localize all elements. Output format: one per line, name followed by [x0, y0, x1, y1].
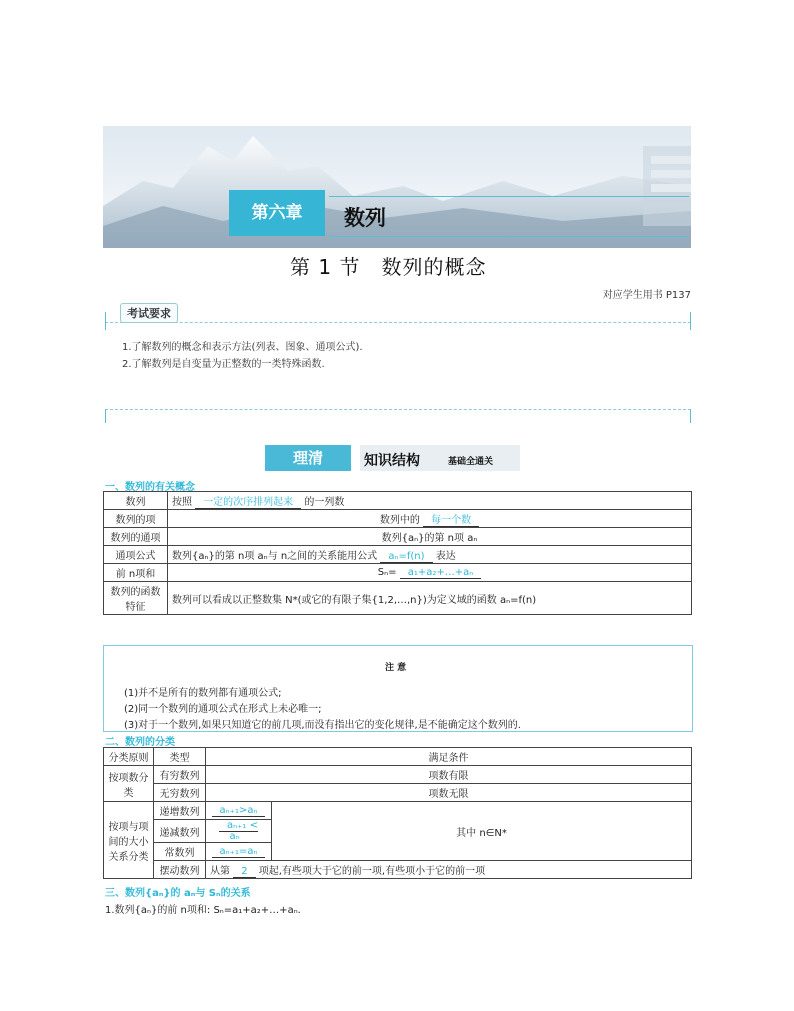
- section3-line: 1.数列{aₙ}的前 n项和: Sₙ=a₁+a₂+…+aₙ.: [105, 905, 301, 916]
- table-row: [104, 492, 692, 510]
- exam-box-corner-left: [105, 312, 106, 330]
- table-row: [104, 546, 692, 564]
- type-cell: 有穷数列: [154, 766, 206, 784]
- condition-cell: [206, 802, 272, 820]
- row-label: 数列的函数特征: [104, 582, 168, 615]
- table-row: [104, 564, 692, 582]
- type-cell: 摆动数列: [154, 861, 206, 879]
- condition-cell: [206, 861, 692, 879]
- row-text: 数列中的: [379, 515, 420, 526]
- row-text: 数列{aₙ}的第 n项 aₙ: [381, 533, 478, 544]
- exam-requirement-item: 2.了解数列是自变量为正整数的一类特殊函数.: [122, 359, 325, 370]
- row-label: 数列的通项: [104, 528, 168, 546]
- row-content: [168, 492, 692, 510]
- row-text: 表达: [435, 551, 456, 562]
- fill-answer: aₙ=f(n): [380, 551, 432, 563]
- row-label: 前 n项和: [104, 564, 168, 582]
- chapter-title: 数列: [344, 206, 386, 230]
- table-row: [104, 861, 692, 879]
- chapter-banner: [103, 126, 691, 248]
- row-label: 通项公式: [104, 546, 168, 564]
- table-row: [104, 766, 692, 784]
- type-cell: 递减数列: [154, 820, 206, 843]
- exam-box-rule: [105, 304, 691, 323]
- page-reference: 对应学生用书 P137: [602, 290, 691, 301]
- knowledge-title: 知识结构: [364, 453, 420, 469]
- condition-cell: 项数有限: [206, 766, 692, 784]
- fill-answer: 每一个数: [423, 515, 479, 527]
- fill-answer: 一定的次序排列起来: [195, 497, 301, 509]
- row-content: [168, 582, 692, 615]
- fill-answer: a₁+a₂+…+aₙ: [400, 567, 482, 579]
- condition-cell: [206, 820, 272, 843]
- exam-requirement-item: 1.了解数列的概念和表示方法(列表、图象、通项公式).: [122, 342, 363, 353]
- exam-requirements-tag: 考试要求: [120, 303, 178, 323]
- chapter-tag: 第六章: [229, 190, 325, 236]
- row-text: 按照: [172, 497, 192, 508]
- fill-answer: 2: [233, 866, 255, 878]
- condition-extra: 其中 n∈N*: [272, 802, 692, 861]
- exam-box-corner-right: [690, 312, 691, 330]
- header-cell: 分类原则: [104, 748, 154, 766]
- exam-box-corner-right-bottom: [690, 409, 691, 423]
- row-content: [168, 546, 692, 564]
- row-text: 项起,有些项大于它的前一项,有些项小于它的前一项: [258, 866, 486, 877]
- row-text: 的一列数: [304, 497, 345, 508]
- condition-cell: 项数无限: [206, 784, 692, 802]
- exam-box-bottom-rule: [105, 409, 691, 424]
- note-title: 注 意: [385, 663, 407, 673]
- section1-heading: 一、数列的有关概念: [105, 482, 195, 493]
- classification-table: [103, 747, 692, 879]
- concepts-table: [103, 491, 692, 615]
- row-label: 数列的项: [104, 510, 168, 528]
- row-content: [168, 564, 692, 582]
- row-text: 从第: [210, 866, 230, 877]
- type-cell: 无穷数列: [154, 784, 206, 802]
- note-line: (3)对于一个数列,如果只知道它的前几项,而没有指出它的变化规律,是不能确定这个数列的.: [124, 720, 521, 731]
- table-row: [104, 582, 692, 615]
- knowledge-tag: 理清: [265, 445, 351, 471]
- note-line: (1)并不是所有的数列都有通项公式;: [124, 688, 282, 699]
- row-content: [168, 528, 692, 546]
- table-row: [104, 802, 692, 820]
- header-cell: 类型: [154, 748, 206, 766]
- header-cell: 满足条件: [206, 748, 692, 766]
- table-row: [104, 510, 692, 528]
- fill-answer: aₙ₊₁ < aₙ: [219, 820, 258, 843]
- group-label: 按项数分类: [104, 766, 154, 802]
- knowledge-subtitle: 基础全通关: [448, 457, 494, 467]
- condition-cell: [206, 843, 272, 861]
- note-line: (2)同一个数列的通项公式在形式上未必唯一;: [124, 704, 322, 715]
- mountain-illustration: [103, 126, 691, 248]
- banner-rule-top: [329, 196, 689, 197]
- row-text: 数列可以看成以正整数集 N*(或它的有限子集{1,2,…,n})为定义域的函数 aₙ=f(n): [172, 594, 537, 606]
- table-row: [104, 748, 692, 766]
- section-title: 第 1 节 数列的概念: [290, 255, 487, 279]
- row-text: Sₙ=: [377, 567, 397, 578]
- table-row: [104, 784, 692, 802]
- group-label: 按项与项间的大小关系分类: [104, 802, 154, 879]
- banner-rule-bottom: [329, 236, 689, 237]
- fill-answer: aₙ₊₁=aₙ: [212, 846, 266, 858]
- fill-answer: aₙ₊₁>aₙ: [212, 805, 266, 817]
- row-text: 数列{aₙ}的第 n项 aₙ与 n之间的关系能用公式: [172, 551, 378, 562]
- row-label: 数列: [104, 492, 168, 510]
- section3-heading: 三、数列{aₙ}的 aₙ与 Sₙ的关系: [105, 888, 251, 899]
- section2-heading: 二、数列的分类: [105, 737, 175, 748]
- table-row: [104, 528, 692, 546]
- type-cell: 常数列: [154, 843, 206, 861]
- row-content: [168, 510, 692, 528]
- exam-box-corner-left-bottom: [105, 409, 106, 423]
- type-cell: 递增数列: [154, 802, 206, 820]
